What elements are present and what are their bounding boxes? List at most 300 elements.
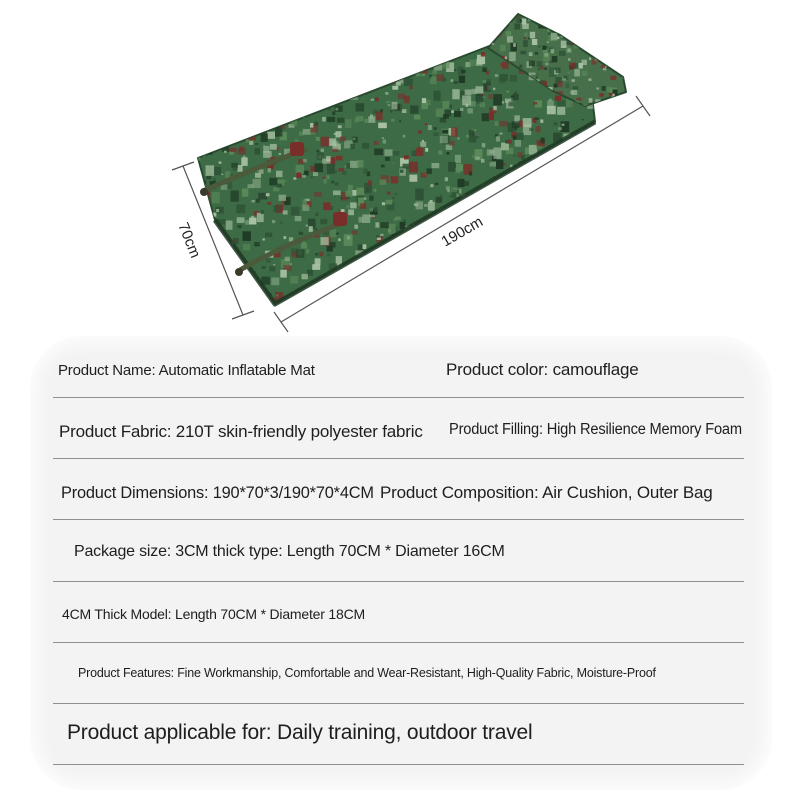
camo-patch xyxy=(212,282,215,285)
camo-patch xyxy=(269,53,277,64)
camo-patch xyxy=(417,241,425,248)
camo-patch xyxy=(521,51,527,55)
camo-patch xyxy=(312,264,320,270)
camo-patch xyxy=(285,257,290,261)
camo-patch xyxy=(306,249,309,253)
camo-patch xyxy=(392,197,395,199)
camo-patch xyxy=(448,42,451,44)
camo-patch xyxy=(348,185,353,192)
camo-patch xyxy=(422,58,426,61)
camo-patch xyxy=(589,58,591,60)
camo-patch xyxy=(481,94,483,96)
camo-patch xyxy=(502,221,510,227)
camo-patch xyxy=(423,267,427,271)
camo-patch xyxy=(488,27,492,31)
camo-patch xyxy=(611,59,615,63)
camo-patch xyxy=(481,306,484,308)
camo-patch xyxy=(555,279,563,287)
camo-patch xyxy=(578,153,584,157)
camo-patch xyxy=(531,215,536,221)
camo-patch xyxy=(591,207,593,209)
camo-patch xyxy=(567,21,573,29)
camo-patch xyxy=(220,136,222,139)
camo-patch xyxy=(592,38,595,41)
camo-patch xyxy=(325,64,333,74)
camo-patch xyxy=(512,121,520,128)
camo-patch xyxy=(285,110,291,116)
camo-patch xyxy=(197,127,204,134)
camo-patch xyxy=(263,92,270,99)
camo-patch xyxy=(213,179,215,182)
camo-patch xyxy=(428,272,432,276)
camo-patch xyxy=(569,63,576,69)
camo-patch xyxy=(433,91,440,101)
camo-patch xyxy=(303,83,308,86)
camo-patch xyxy=(202,256,205,260)
camo-patch xyxy=(535,172,543,182)
camo-patch xyxy=(195,223,199,227)
camo-patch xyxy=(627,78,630,82)
camo-patch xyxy=(502,62,509,69)
camo-patch xyxy=(340,73,349,78)
camo-patch xyxy=(331,181,334,184)
camo-patch xyxy=(296,173,301,178)
camo-patch xyxy=(621,15,627,19)
camo-patch xyxy=(471,236,475,240)
camo-patch xyxy=(195,58,198,61)
camo-patch xyxy=(336,108,339,111)
camo-patch xyxy=(535,117,539,120)
camo-patch xyxy=(565,233,573,242)
camo-patch xyxy=(245,284,253,295)
camo-patch xyxy=(542,46,546,50)
camo-patch xyxy=(562,249,565,253)
camo-patch xyxy=(589,30,596,35)
camo-patch xyxy=(377,238,381,241)
camo-patch xyxy=(214,120,222,130)
camo-patch xyxy=(241,157,247,166)
camo-patch xyxy=(335,182,339,185)
camo-patch xyxy=(234,239,237,242)
camo-patch xyxy=(519,291,528,298)
camo-patch xyxy=(505,211,513,221)
camo-patch xyxy=(403,135,405,138)
camo-patch xyxy=(263,73,271,82)
camo-patch xyxy=(195,265,204,274)
camo-patch xyxy=(450,262,458,272)
camo-patch xyxy=(610,45,613,48)
camo-patch xyxy=(422,103,429,109)
camo-patch xyxy=(481,159,485,163)
camo-patch xyxy=(306,102,310,105)
camo-patch xyxy=(373,257,378,263)
camo-patch xyxy=(562,23,565,27)
camo-patch xyxy=(509,226,514,233)
camo-patch xyxy=(596,267,602,274)
camo-patch xyxy=(557,107,565,115)
camo-patch xyxy=(523,266,529,273)
camo-patch xyxy=(581,266,590,275)
camo-patch xyxy=(293,51,299,55)
camo-patch xyxy=(216,119,224,124)
camo-patch xyxy=(421,173,427,178)
camo-patch xyxy=(361,56,367,64)
camo-patch xyxy=(284,236,287,239)
camo-patch xyxy=(337,118,344,123)
camo-patch xyxy=(602,86,606,91)
product-image xyxy=(0,0,800,345)
camo-patch xyxy=(207,117,212,122)
camo-patch xyxy=(483,80,487,83)
camo-patch xyxy=(555,160,558,164)
camo-patch xyxy=(436,49,439,51)
camo-patch xyxy=(559,307,567,314)
camo-patch xyxy=(475,287,482,292)
camo-patch xyxy=(551,33,557,41)
camo-patch xyxy=(496,136,500,141)
camo-patch xyxy=(375,222,379,227)
camo-patch xyxy=(253,179,261,188)
camo-patch xyxy=(323,179,327,183)
camo-patch xyxy=(547,271,550,273)
camo-patch xyxy=(491,267,500,278)
camo-patch xyxy=(610,76,616,80)
camo-patch xyxy=(242,189,249,197)
width-label: 70cm xyxy=(174,220,204,261)
camo-patch xyxy=(472,155,475,158)
camo-patch xyxy=(233,60,239,64)
spec-row-7 xyxy=(53,703,744,765)
camo-patch xyxy=(506,90,509,93)
camo-patch xyxy=(426,273,429,276)
camo-patch xyxy=(387,192,390,195)
camo-patch xyxy=(219,39,223,42)
camo-patch xyxy=(221,174,223,175)
camo-patch xyxy=(327,117,335,122)
camo-patch xyxy=(589,37,593,42)
camo-patch xyxy=(267,132,275,139)
camo-patch xyxy=(545,14,549,17)
camo-patch xyxy=(503,199,509,206)
camo-patch xyxy=(221,38,225,42)
camo-patch xyxy=(571,281,573,283)
camo-patch xyxy=(554,122,558,126)
camo-patch xyxy=(538,280,546,290)
camo-patch xyxy=(530,290,534,295)
camo-patch xyxy=(263,151,272,158)
camo-patch xyxy=(272,95,275,97)
camo-patch xyxy=(559,164,565,171)
camo-patch xyxy=(232,51,237,56)
camo-patch xyxy=(406,290,409,292)
camo-patch xyxy=(440,47,443,50)
camo-patch xyxy=(330,242,336,247)
camo-patch xyxy=(227,306,231,310)
camo-patch xyxy=(196,42,199,46)
camo-patch xyxy=(364,88,368,92)
camo-patch xyxy=(262,78,266,81)
camo-patch xyxy=(199,132,202,134)
camo-patch xyxy=(570,250,572,252)
camo-patch xyxy=(593,24,599,31)
camo-patch xyxy=(604,39,611,43)
camo-patch xyxy=(567,208,574,215)
camo-patch xyxy=(473,305,477,309)
camo-patch xyxy=(331,297,333,299)
camo-patch xyxy=(429,281,433,284)
camo-patch xyxy=(529,215,534,219)
camo-patch xyxy=(451,187,457,192)
camo-patch xyxy=(394,256,396,259)
camo-patch xyxy=(268,168,271,172)
camo-patch xyxy=(422,98,426,103)
camo-patch xyxy=(571,211,577,218)
camo-patch xyxy=(599,273,604,278)
camo-patch xyxy=(315,213,318,217)
camo-patch xyxy=(447,152,450,155)
camo-patch xyxy=(455,155,461,163)
camo-patch xyxy=(417,245,423,250)
camo-patch xyxy=(523,40,528,47)
camo-patch xyxy=(229,263,238,269)
camo-patch xyxy=(327,253,330,256)
camo-patch xyxy=(244,270,249,276)
camo-patch xyxy=(529,128,533,131)
camo-patch xyxy=(225,112,231,118)
camo-patch xyxy=(392,102,398,110)
camo-patch xyxy=(548,12,552,17)
camo-patch xyxy=(541,244,544,246)
camo-patch xyxy=(515,140,521,147)
camo-patch xyxy=(553,303,558,306)
camo-patch xyxy=(274,48,277,51)
camo-patch xyxy=(332,305,335,309)
camo-patch xyxy=(515,253,520,256)
camo-patch xyxy=(486,254,491,257)
camo-patch xyxy=(434,133,439,137)
camo-patch xyxy=(540,119,543,123)
camo-patch xyxy=(610,60,617,67)
camo-patch xyxy=(273,56,279,62)
camo-patch xyxy=(489,254,492,258)
camo-patch xyxy=(235,54,239,59)
camo-patch xyxy=(293,53,296,57)
camo-patch xyxy=(455,302,461,308)
camo-patch xyxy=(354,301,361,309)
camo-patch xyxy=(485,233,488,236)
camo-patch xyxy=(528,290,535,299)
camo-patch xyxy=(398,93,405,99)
camo-patch xyxy=(317,56,320,59)
camo-patch xyxy=(425,148,428,152)
product-composition: Product Composition: Air Cushion, Outer Bag xyxy=(380,483,713,502)
camo-patch xyxy=(316,137,320,141)
camo-patch xyxy=(253,86,258,93)
camo-patch xyxy=(487,79,491,83)
camo-patch xyxy=(239,146,243,151)
camo-patch xyxy=(222,299,224,301)
camo-patch xyxy=(585,36,588,38)
camo-patch xyxy=(243,44,251,53)
camo-patch xyxy=(436,74,444,81)
camo-patch xyxy=(571,217,576,220)
camo-patch xyxy=(281,112,283,115)
camo-patch xyxy=(402,109,407,113)
camo-patch xyxy=(532,39,537,45)
camo-patch xyxy=(404,219,406,221)
camo-patch xyxy=(410,246,419,256)
camo-patch xyxy=(374,278,381,285)
camo-patch xyxy=(273,187,279,191)
camo-patch xyxy=(510,75,517,82)
camo-patch xyxy=(223,112,229,117)
camo-patch xyxy=(252,200,255,202)
camo-patch xyxy=(507,275,509,277)
camo-patch xyxy=(550,195,554,198)
camo-patch xyxy=(434,274,436,276)
camo-patch xyxy=(512,275,519,281)
camo-patch xyxy=(535,242,540,247)
camo-patch xyxy=(370,115,373,119)
camo-patch xyxy=(529,257,532,260)
camo-patch xyxy=(585,274,588,277)
camo-patch xyxy=(617,22,620,25)
camo-patch xyxy=(527,259,534,268)
camo-patch xyxy=(389,43,396,48)
camo-patch xyxy=(541,179,543,180)
camo-patch xyxy=(588,78,591,81)
camo-patch xyxy=(310,123,313,128)
camo-patch xyxy=(497,293,505,298)
camo-patch xyxy=(452,40,458,47)
camo-patch xyxy=(212,192,220,203)
camo-patch xyxy=(483,229,490,236)
camo-patch xyxy=(574,69,580,76)
camo-patch xyxy=(222,293,229,302)
camo-patch xyxy=(489,112,494,119)
camo-patch xyxy=(319,309,328,318)
camo-patch xyxy=(432,300,435,303)
product-features: Product Features: Fine Workmanship, Comfortable and Wear-Resistant, High-Quality Fabric, Moisture-Proof xyxy=(78,666,656,680)
camo-patch xyxy=(509,52,516,61)
camo-patch xyxy=(239,74,246,82)
camo-patch xyxy=(592,203,596,206)
camo-patch xyxy=(573,252,577,255)
camo-patch xyxy=(418,131,422,134)
camo-patch xyxy=(251,80,257,85)
product-dimensions: Product Dimensions: 190*70*3/190*70*4CM xyxy=(61,483,374,502)
camo-patch xyxy=(388,224,396,234)
camo-patch xyxy=(359,217,364,223)
camo-patch xyxy=(371,99,374,101)
camo-patch xyxy=(275,85,278,88)
camo-patch xyxy=(567,48,570,52)
camo-patch xyxy=(403,48,412,56)
camo-patch xyxy=(556,67,561,73)
camo-patch xyxy=(457,137,459,139)
camo-patch xyxy=(410,105,418,113)
camo-patch xyxy=(382,137,384,139)
camo-patch xyxy=(290,75,299,86)
camo-patch xyxy=(552,241,557,245)
camo-patch xyxy=(306,225,309,227)
camo-patch xyxy=(325,46,332,53)
camo-patch xyxy=(398,52,400,54)
camo-patch xyxy=(538,68,540,71)
camo-patch xyxy=(545,172,548,174)
camo-patch xyxy=(568,72,570,74)
camo-patch xyxy=(443,114,449,119)
camo-patch xyxy=(558,127,562,130)
camo-patch xyxy=(384,297,392,307)
camo-patch xyxy=(261,134,268,142)
camo-patch xyxy=(380,304,387,312)
camo-patch xyxy=(561,14,565,18)
camo-patch xyxy=(458,179,465,187)
camo-patch xyxy=(490,162,497,167)
camo-patch xyxy=(358,45,362,50)
product-applicable: Product applicable for: Daily training, outdoor travel xyxy=(67,721,533,744)
camo-patch xyxy=(243,114,248,118)
camo-patch xyxy=(553,233,561,241)
camo-patch xyxy=(563,76,567,79)
camo-patch xyxy=(609,53,611,55)
camo-patch xyxy=(475,304,479,309)
camo-patch xyxy=(214,292,222,297)
camo-patch xyxy=(424,204,428,207)
camo-patch xyxy=(594,303,598,306)
camo-patch xyxy=(547,164,551,167)
camo-patch xyxy=(414,115,420,120)
camo-patch xyxy=(400,170,403,173)
camo-patch xyxy=(255,78,264,84)
camo-patch xyxy=(577,238,582,245)
camo-patch xyxy=(333,291,340,300)
camo-patch xyxy=(236,80,245,86)
camo-patch xyxy=(342,171,347,175)
camo-patch xyxy=(417,146,421,148)
camo-patch xyxy=(596,278,599,280)
camo-patch xyxy=(581,240,585,243)
camo-patch xyxy=(321,90,330,101)
camo-patch xyxy=(571,181,574,184)
camo-patch xyxy=(207,259,216,268)
camo-patch xyxy=(529,61,535,67)
camo-patch xyxy=(503,195,511,204)
camo-patch xyxy=(589,46,595,53)
camo-patch xyxy=(522,306,524,308)
camo-patch xyxy=(249,288,253,291)
camo-patch xyxy=(463,305,472,311)
camo-patch xyxy=(511,273,517,280)
camo-patch xyxy=(564,254,567,256)
camo-patch xyxy=(270,144,277,150)
camo-patch xyxy=(245,113,250,118)
camo-patch xyxy=(547,171,550,174)
camo-patch xyxy=(356,63,364,68)
camo-patch xyxy=(276,171,283,177)
camo-patch xyxy=(582,119,584,120)
camo-patch xyxy=(391,119,394,122)
camo-patch xyxy=(335,290,343,295)
camo-patch xyxy=(251,91,254,94)
camo-patch xyxy=(368,180,372,185)
camo-patch xyxy=(383,45,389,51)
camo-patch xyxy=(266,258,271,262)
camo-patch xyxy=(362,260,366,264)
camo-patch xyxy=(314,122,318,126)
camo-patch xyxy=(497,287,506,297)
